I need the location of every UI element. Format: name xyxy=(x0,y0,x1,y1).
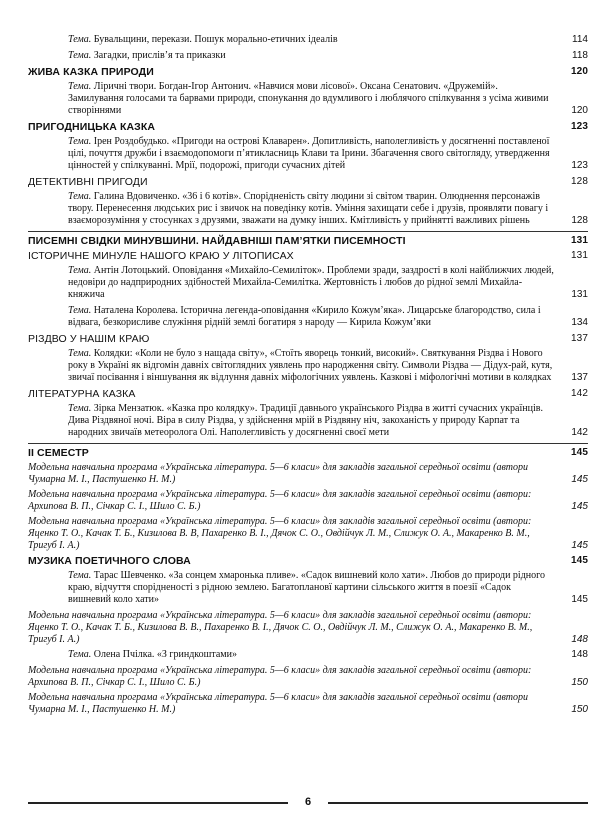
toc-page-number: 150 xyxy=(571,704,588,715)
toc-section-heading xyxy=(28,250,588,262)
toc-entry-text: Модельна навчальна програма «Українська література. 5—6 класи» для закладів загальної середньої освіти (автори: Яценко Т. О., Качак Т. Б., Кизилова В. В., Пахаренко В. І., Дячок С. О., Овдійчук Л. М., Слижук О. А., Макаренко В. М., Тригуб І. А.) xyxy=(28,610,533,645)
toc-entry xyxy=(28,265,588,301)
table-of-contents xyxy=(28,34,588,719)
toc-page-number: 123 xyxy=(571,121,588,132)
toc-entry-text xyxy=(68,403,588,439)
toc-page-number: 145 xyxy=(571,540,588,551)
toc-entry xyxy=(28,570,588,606)
toc-entry-text xyxy=(68,265,588,301)
toc-section-heading xyxy=(28,235,588,247)
toc-section-heading xyxy=(28,447,588,459)
toc-page-number: 150 xyxy=(571,677,588,688)
toc-page-number: 137 xyxy=(571,333,588,344)
topic-label: Тема. xyxy=(68,570,92,581)
toc-entry-text xyxy=(68,305,588,329)
toc-entry xyxy=(28,136,588,172)
toc-page-number: 123 xyxy=(571,160,588,171)
toc-entry xyxy=(28,649,588,661)
toc-entry xyxy=(28,50,588,62)
toc-entry-text: Модельна навчальна програма «Українська література. 5—6 класи» для закладів загальної середньої освіти (автори Чумарна М. І., Пастушенко Н. М.) xyxy=(28,462,529,485)
topic-label: Тема. xyxy=(68,50,92,61)
topic-text: Антін Лотоцький. Оповідання «Михайло-Семиліток». Проблеми зради, заздрості в колі найближчих людей, недовіри до надприродних здібностей Михайла-Семилітка. Жертовність і любов до рідної землі Михайла-княжича xyxy=(68,265,554,300)
toc-entry-text xyxy=(68,81,588,117)
topic-label: Тема. xyxy=(68,403,92,414)
toc-page-number: 114 xyxy=(572,34,588,45)
toc-entry-text xyxy=(68,191,588,227)
topic-label: Тема. xyxy=(68,136,92,147)
toc-page-number: 148 xyxy=(571,634,588,645)
section-divider xyxy=(28,231,588,232)
section-divider xyxy=(28,443,588,444)
toc-entry xyxy=(28,305,588,329)
toc-entry xyxy=(28,81,588,117)
toc-section-heading xyxy=(28,176,588,188)
toc-page-number: 120 xyxy=(571,105,588,116)
toc-entry-text xyxy=(68,348,588,384)
toc-page-number: 145 xyxy=(571,474,588,485)
toc-entry-text: ІСТОРИЧНЕ МИНУЛЕ НАШОГО КРАЮ У ЛІТОПИСАХ xyxy=(28,250,294,262)
toc-page-number: 118 xyxy=(572,50,588,61)
topic-label: Тема. xyxy=(68,305,92,316)
toc-program-line xyxy=(28,489,588,513)
page-footer xyxy=(28,796,588,810)
toc-section-heading xyxy=(28,555,588,567)
footer-rule-right xyxy=(328,802,588,804)
toc-entry-text xyxy=(68,136,588,172)
toc-program-line xyxy=(28,692,588,716)
toc-entry xyxy=(28,348,588,384)
toc-entry-text: ПИСЕМНІ СВІДКИ МИНУВШИНИ. НАЙДАВНІШІ ПАМ’ЯТКИ ПИСЕМНОСТІ xyxy=(28,235,406,247)
toc-entry-text: Модельна навчальна програма «Українська література. 5—6 класи» для закладів загальної середньої освіти (автори: Архипова В. П., Січкар С. І., Шило С. Б.) xyxy=(28,665,532,688)
toc-entry-text: ЖИВА КАЗКА ПРИРОДИ xyxy=(28,66,154,78)
toc-entry-text: ІІ СЕМЕСТР xyxy=(28,447,89,459)
toc-page-number: 148 xyxy=(571,649,588,660)
toc-program-line xyxy=(28,665,588,689)
toc-page-number: 142 xyxy=(571,388,588,399)
topic-text: Галина Вдовиченко. «36 і 6 котів». Спорідненість світу людини зі світом тварин. Олюднення персонажів твору. Перенесення людських рис і звичок на поведінку котів. Уміння захищати себе і друзів, проявляти повагу і взаєморозуміння у стосунках з друзями, зважати на думку інших. Кмітливість у прийнятті важливих рішень xyxy=(68,191,549,226)
page-number: 6 xyxy=(304,796,312,808)
toc-program-line xyxy=(28,516,588,552)
toc-page-number: 145 xyxy=(571,555,588,566)
footer-rule-left xyxy=(28,802,288,804)
toc-entry-text xyxy=(68,649,588,661)
toc-section-heading xyxy=(28,388,588,400)
toc-entry xyxy=(28,34,588,46)
topic-text: Наталена Королева. Історична легенда-оповідання «Кирило Кожум’яка». Лицарське благородство, сила і відвага, безкорисливе служіння рідній землі богатиря з народу — Кирила Кожум’яки xyxy=(68,305,541,328)
topic-text: Колядки: «Коли не було з нащада світу», «Стоїть яворець тонкий, високий». Святкування Різдва і Нового року в Україні як відгомін давніх світоглядних уявлень про народження світу. Символи Різдва — Дідух-рай, кутя, звичаї посівання і віншування як відлуння давніх міфологічних уявлень. Казкові і міфологічні мотиви в колядках xyxy=(68,348,553,383)
toc-entry-text: ПРИГОДНИЦЬКА КАЗКА xyxy=(28,121,156,133)
toc-page-number: 120 xyxy=(571,66,588,77)
toc-page-number: 131 xyxy=(571,235,588,246)
toc-page-number: 137 xyxy=(571,372,588,383)
toc-entry-text: Модельна навчальна програма «Українська література. 5—6 класи» для закладів загальної середньої освіти (автори Чумарна М. І., Пастушенко Н. М.) xyxy=(28,692,529,715)
toc-entry-text xyxy=(68,34,588,46)
toc-page-number: 128 xyxy=(571,176,588,187)
topic-text: Тарас Шевченко. «За сонцем хмаронька пливе». «Садок вишневий коло хати». Любов до природи рідного краю, відчуття спорідненості з рідною землею. Багатоплановї картини сільського життя в поезії «Садок вишневий коло хати» xyxy=(68,570,545,605)
topic-text: Ліричні твори. Богдан-Ігор Антонич. «Навчися мови лісової». Оксана Сенатович. «Дружемій». Замилування голосами та барвами природи, спонукання до вдумливого і люблячого спілкування з усіма живими створіннями xyxy=(68,81,549,116)
toc-entry-text: РІЗДВО У НАШІМ КРАЮ xyxy=(28,333,150,345)
topic-label: Тема. xyxy=(68,191,92,202)
topic-text: Зірка Мензатюк. «Казка про колядку». Традиції давнього українського Різдва в житті сучасних українців. Дива Різдвяної ночі. Віра в силу Різдва, у здійснення мрій в Різдвяну ніч, закоханість у природу Карпат та народних звичаїв метеоролога Олі. Наполегливість у досягненні своєї мети xyxy=(68,403,543,438)
toc-entry-text: Модельна навчальна програма «Українська література. 5—6 класи» для закладів загальної середньої освіти (автори: Архипова В. П., Січкар С. І., Шило С. Б.) xyxy=(28,489,532,512)
toc-page-number: 128 xyxy=(571,215,588,226)
topic-label: Тема. xyxy=(68,348,92,359)
toc-page-number: 131 xyxy=(571,250,588,261)
toc-entry-text: Модельна навчальна програма «Українська література. 5—6 класи» для закладів загальної середньої освіти (автори: Яценко Т. О., Качак Т. Б., Кизилова В. В, Пахаренко В. І., Дячок С. О., Овдійчук Л. М., Слижук О. А., Макаренко В. М., Тригуб І. А.) xyxy=(28,516,532,551)
toc-program-line xyxy=(28,610,588,646)
toc-section-heading xyxy=(28,121,588,133)
toc-entry-text xyxy=(68,50,588,62)
topic-label: Тема. xyxy=(68,649,92,660)
toc-page-number: 145 xyxy=(571,594,588,605)
toc-program-line xyxy=(28,462,588,486)
topic-label: Тема. xyxy=(68,34,92,45)
toc-entry xyxy=(28,403,588,439)
toc-entry xyxy=(28,191,588,227)
toc-section-heading xyxy=(28,333,588,345)
topic-label: Тема. xyxy=(68,265,92,276)
toc-page-number: 131 xyxy=(571,289,588,300)
toc-entry-text: ЛІТЕРАТУРНА КАЗКА xyxy=(28,388,136,400)
toc-entry-text: ДЕТЕКТИВНІ ПРИГОДИ xyxy=(28,176,148,188)
topic-text: Бувальщини, перекази. Пошук морально-етичних ідеалів xyxy=(91,34,338,45)
toc-entry-text: МУЗИКА ПОЕТИЧНОГО СЛОВА xyxy=(28,555,191,567)
topic-text: Ірен Роздобудько. «Пригоди на острові Клаварен». Допитливість, наполегливість у досягненні поставленої цілі, почуття дружби і взаємодопомоги п’ятикласниць Клави та Ірини. Збагачення свого світогляду, утвердження цінностей у спілкуванні. Мрії, подорожі, пригоди сучасних дітей xyxy=(68,136,550,171)
toc-page-number: 134 xyxy=(571,317,588,328)
toc-page-number: 145 xyxy=(571,447,588,458)
topic-text: Олена Пчілка. «З гриндкоштами» xyxy=(91,649,237,660)
topic-label: Тема. xyxy=(68,81,92,92)
toc-entry-text xyxy=(68,570,588,606)
topic-text: Загадки, прислів’я та приказки xyxy=(91,50,226,61)
toc-page-number: 145 xyxy=(571,501,588,512)
toc-section-heading xyxy=(28,66,588,78)
toc-page-number: 142 xyxy=(571,427,588,438)
